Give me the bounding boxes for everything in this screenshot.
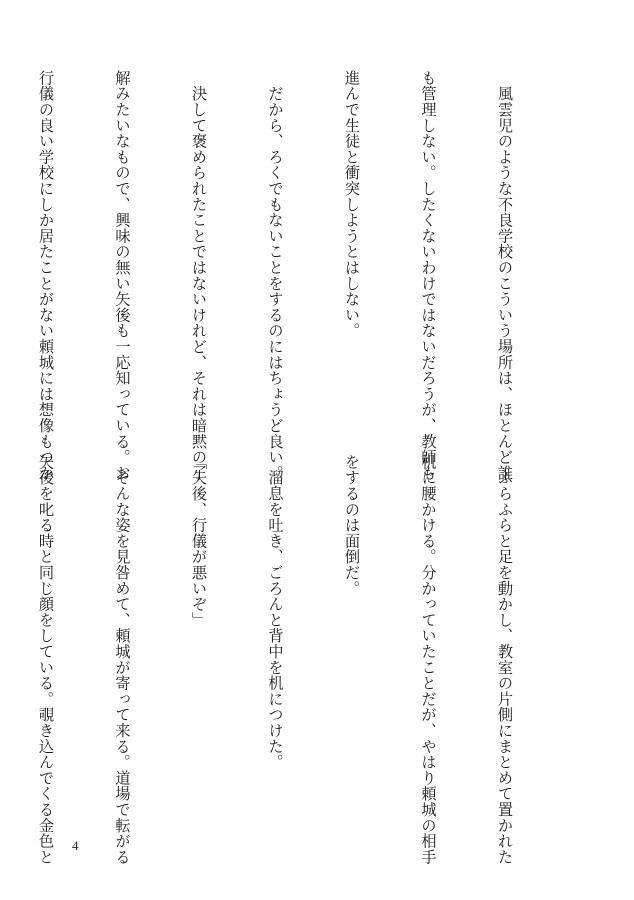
text-line: をするのは面倒だ。 <box>343 454 361 597</box>
text-line: も管理しない。したくないわけではないだろうが、教師も <box>419 70 438 481</box>
lower-text-block <box>37 454 568 865</box>
text-line: 溜息を吐き、ごろんと背中を机につけた。 <box>266 454 285 770</box>
text-line: だから、ろくでもないことをするのにはちょうど良い。 <box>266 70 285 481</box>
text-line: 進んで生徒と衝突しようとはしない。 <box>343 70 361 339</box>
text-line: 「矢後、行儀が悪いぞ」 <box>190 454 208 628</box>
text-line: そんな姿を見咎めて、頼城が寄って来る。道場で転がる <box>113 454 132 865</box>
page-number: 4 <box>72 838 79 853</box>
upper-text-block <box>37 70 568 481</box>
text-line: 矢後を叱る時と同じ顔をしている。覗き込んでくる金色と <box>37 454 55 865</box>
text-line: 風雲児のような不良学校のこういう場所は、ほとんど誰 <box>496 70 514 481</box>
text-line: 決して褒められたことではないけれど、それは暗黙の了 <box>190 70 208 481</box>
text-line: 行儀の良い学校にしか居たことがない頼城には想像もつか <box>37 70 55 481</box>
text-line: 机に腰かける。分かっていたことだが、やはり頼城の相手 <box>419 454 438 865</box>
text-line: ふらふらと足を動かし、教室の片側にまとめて置かれた <box>496 454 514 865</box>
text-line: 解みたいなもので、興味の無い矢後も一応知っている。お <box>113 70 132 481</box>
